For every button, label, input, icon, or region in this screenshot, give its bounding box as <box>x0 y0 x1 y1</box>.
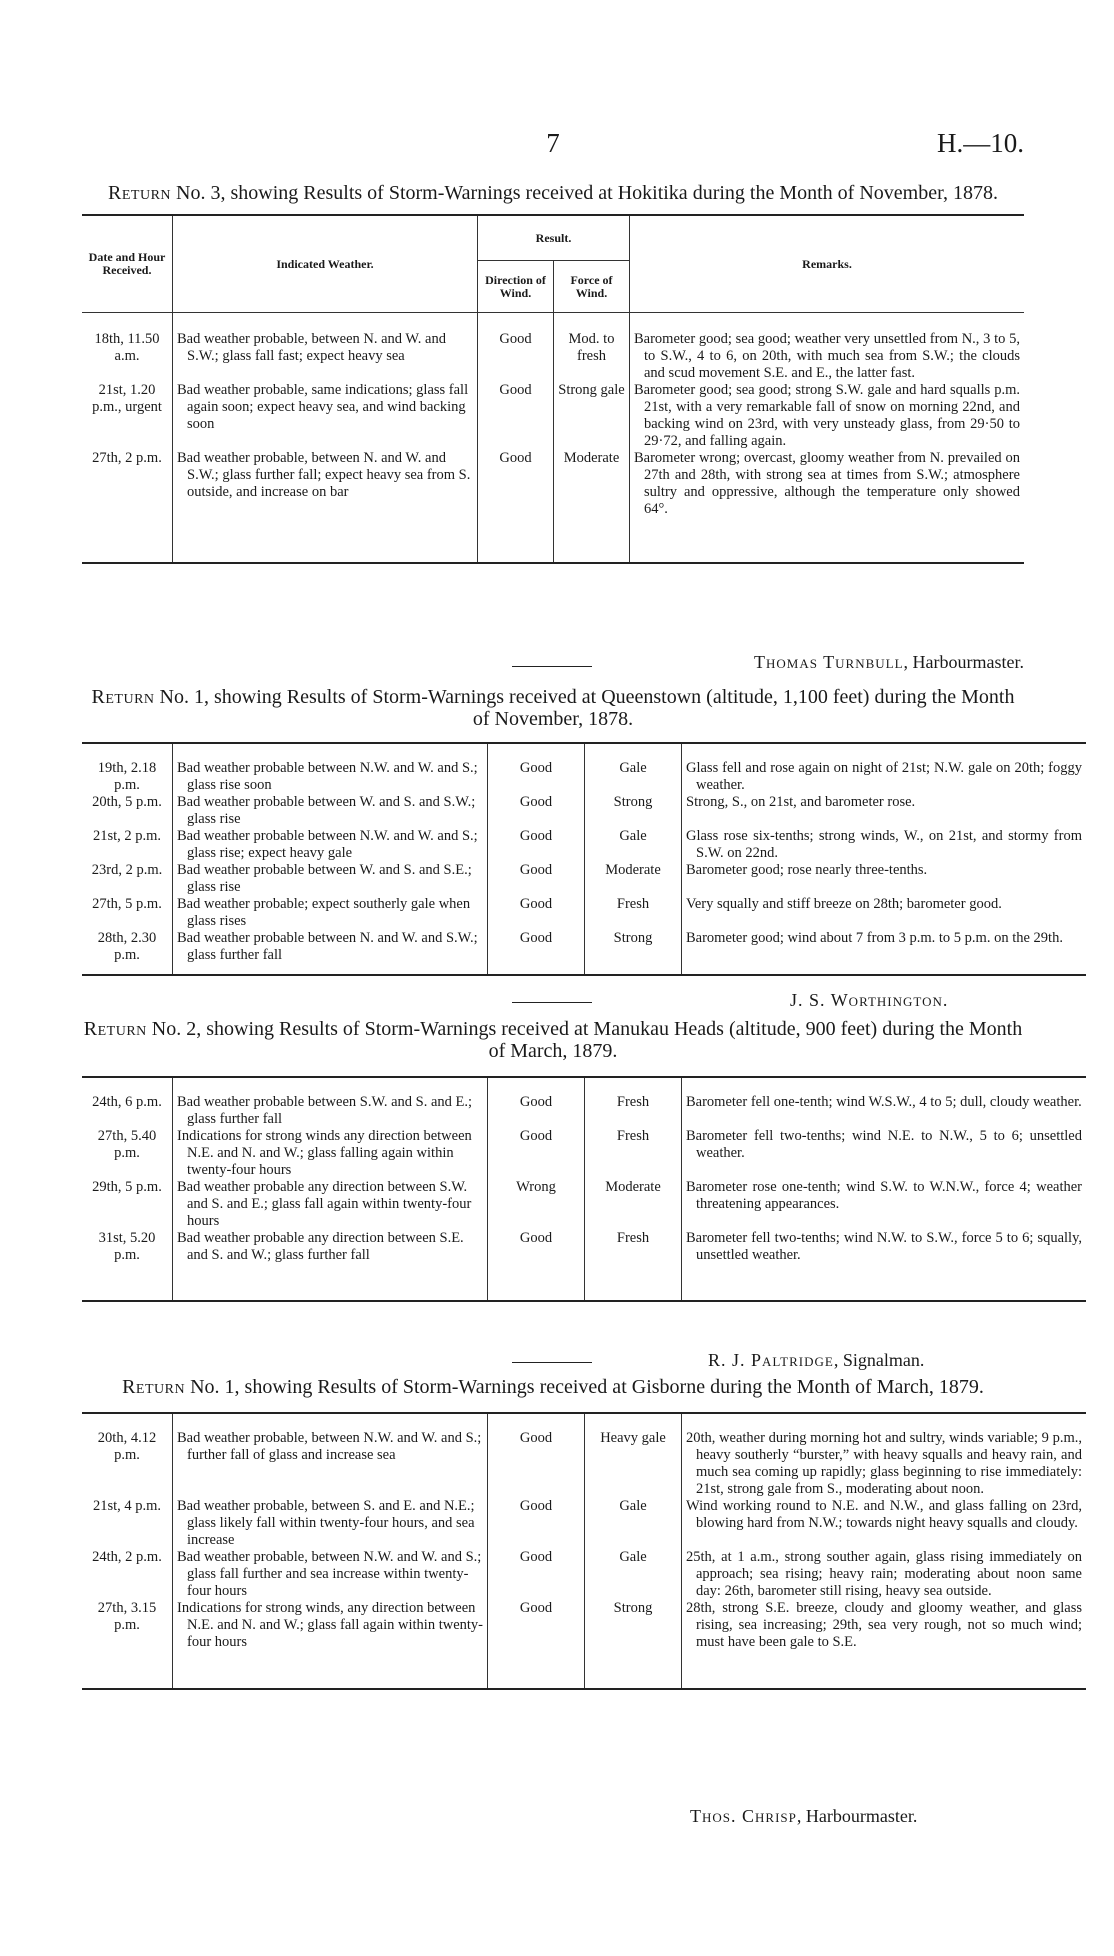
signature: Thomas Turnbull, Harbourmaster. <box>754 652 1024 672</box>
table-row: 24th, 2 p.m. Bad weather probable, between N.W. and W. and S.; glass fall further and sea increase within twenty-four hours Good Gale 25th, at 1 a.m., strong souther again, glass rising immediately on approach; sea rising; heavy rain; moderating about noon same day: 26th, barometer still rising, heavy sea outside. <box>82 1549 1086 1600</box>
divider <box>512 1362 592 1363</box>
header-weather: Indicated Weather. <box>173 215 478 313</box>
table-row: 18th, 11.50 a.m. Bad weather probable, between N. and W. and S.W.; glass fall fast; expect heavy sea Good Mod. to fresh Barometer good; sea good; weather very unsettled from N., 3 to 5, to S.W., 4 to 6, on 20th, with much sea from S.W.; the clouds and scud movement S.E. and E., the latter fast. <box>82 313 1024 383</box>
table-row: 21st, 4 p.m. Bad weather probable, between S. and E. and N.E.; glass likely fall within twenty-four hours, and sea increase Good Gale Wind working round to N.E. and N.W., and glass falling on 23rd, blowing hard from N.W.; towards night heavy squalls and cloudy. <box>82 1498 1086 1549</box>
table-row: 27th, 5 p.m. Bad weather probable; expect southerly gale when glass rises Good Fresh Very squally and stiff breeze on 28th; barometer good. <box>82 896 1086 930</box>
signature: J. S. Worthington. <box>790 990 948 1010</box>
table-row: 20th, 5 p.m. Bad weather probable between W. and S. and S.W.; glass rise Good Strong Strong, S., on 21st, and barometer rose. <box>82 794 1086 828</box>
table-row: 27th, 2 p.m. Bad weather probable, between N. and W. and S.W.; glass further fall; expect heavy sea from S. outside, and increase on bar Good Moderate Barometer wrong; overcast, gloomy weather from N. prevailed on 27th and 28th, with strong sea at times from S.W.; atmosphere sultry and oppressive, although the temperature only showed 64°. <box>82 450 1024 563</box>
table-row: 27th, 3.15 p.m. Indications for strong winds, any direction between N.E. and N. and W.; glass fall again within twenty-four hours Good Strong 28th, strong S.E. breeze, cloudy and gloomy weather, and glass rising, sea increasing; 29th, sea very rough, not so much wind; must have been gale to S.E. <box>82 1600 1086 1689</box>
storm-table <box>82 214 1024 564</box>
section-gisborne <box>82 1376 1082 1690</box>
storm-table <box>82 742 1086 976</box>
header-force: Force of Wind. <box>554 261 630 313</box>
divider <box>512 1002 592 1003</box>
table-row: 31st, 5.20 p.m. Bad weather probable any direction between S.E. and S. and W.; glass further fall Good Fresh Barometer fell two-tenths; wind N.W. to S.W., force 5 to 6; squally, unsettled weather. <box>82 1230 1086 1301</box>
section-hokitika <box>82 182 1024 564</box>
section-title: Return No. 3, showing Results of Storm-Warnings received at Hokitika during the Month of November, 1878. <box>108 182 998 204</box>
page-number: 7 <box>546 128 560 158</box>
header-remarks: Remarks. <box>630 215 1025 313</box>
table-row: 19th, 2.18 p.m. Bad weather probable between N.W. and W. and S.; glass rise soon Good Gale Glass fell and rose again on night of 21st; N.W. gale on 20th; foggy weather. <box>82 743 1086 794</box>
table-row: 27th, 5.40 p.m. Indications for strong winds any direction between N.E. and N. and W.; glass falling again within twenty-four hours Good Fresh Barometer fell two-tenths; wind N.E. to N.W., 5 to 6; unsettled weather. <box>82 1128 1086 1179</box>
page-reference: H.—10. <box>937 128 1024 158</box>
divider <box>512 666 592 667</box>
page-header <box>82 124 1024 164</box>
storm-table <box>82 1076 1086 1302</box>
section-title: Return No. 1, showing Results of Storm-Warnings received at Gisborne during the Month of March, 1879. <box>122 1376 984 1398</box>
signature: Thos. Chrisp, Harbourmaster. <box>690 1806 918 1826</box>
section-title: Return No. 2, showing Results of Storm-Warnings received at Manukau Heads (altitude, 900 feet) during the Month of March, 1879. <box>83 1018 1023 1062</box>
table-row: 28th, 2.30 p.m. Bad weather probable between N. and W. and S.W.; glass further fall Good Strong Barometer good; wind about 7 from 3 p.m. to 5 p.m. on the 29th. <box>82 930 1086 975</box>
table-row: 20th, 4.12 p.m. Bad weather probable, between N.W. and W. and S.; further fall of glass and increase sea Good Heavy gale 20th, weather during morning hot and sultry, winds variable; 9 p.m., heavy southerly “burster,” with heavy squalls and heavy rain, and much sea coming up rapidly; glass beginning to rise immediately: 21st, strong gale from S., moderating about noon. <box>82 1413 1086 1498</box>
table-row: 21st, 2 p.m. Bad weather probable between N.W. and W. and S.; glass rise; expect heavy gale Good Gale Glass rose six-tenths; strong winds, W., on 21st, and stormy from S.W. on 22nd. <box>82 828 1086 862</box>
table-row: 24th, 6 p.m. Bad weather probable between S.W. and S. and E.; glass further fall Good Fresh Barometer fell one-tenth; wind W.S.W., 4 to 5; dull, cloudy weather. <box>82 1077 1086 1128</box>
table-row: 23rd, 2 p.m. Bad weather probable between W. and S. and S.E.; glass rise Good Moderate Barometer good; rose nearly three-tenths. <box>82 862 1086 896</box>
header-result: Result. <box>478 215 630 261</box>
section-title: Return No. 1, showing Results of Storm-Warnings received at Queenstown (altitude, 1,100 feet) during the Month of November, 1878. <box>91 686 1015 730</box>
table-row: 21st, 1.20 p.m., urgent Bad weather probable, same indications; glass fall again soon; expect heavy sea, and wind backing soon Good Strong gale Barometer good; sea good; strong S.W. gale and hard squalls p.m. 21st, with a very remarkable fall of snow on morning 22nd, and backing wind on 23rd, with very unsteady glass, from 29·50 to 29·72, and falling again. <box>82 382 1024 450</box>
section-queenstown <box>82 686 1082 976</box>
signature: R. J. Paltridge, Signalman. <box>708 1350 925 1370</box>
storm-table <box>82 1412 1086 1690</box>
header-direction: Direction of Wind. <box>478 261 554 313</box>
table-row: 29th, 5 p.m. Bad weather probable any direction between S.W. and S. and E.; glass fall again within twenty-four hours Wrong Moderate Barometer rose one-tenth; wind S.W. to W.N.W., force 4; weather threatening appearances. <box>82 1179 1086 1230</box>
header-date: Date and Hour Received. <box>82 215 173 313</box>
section-manukau <box>82 1018 1082 1302</box>
